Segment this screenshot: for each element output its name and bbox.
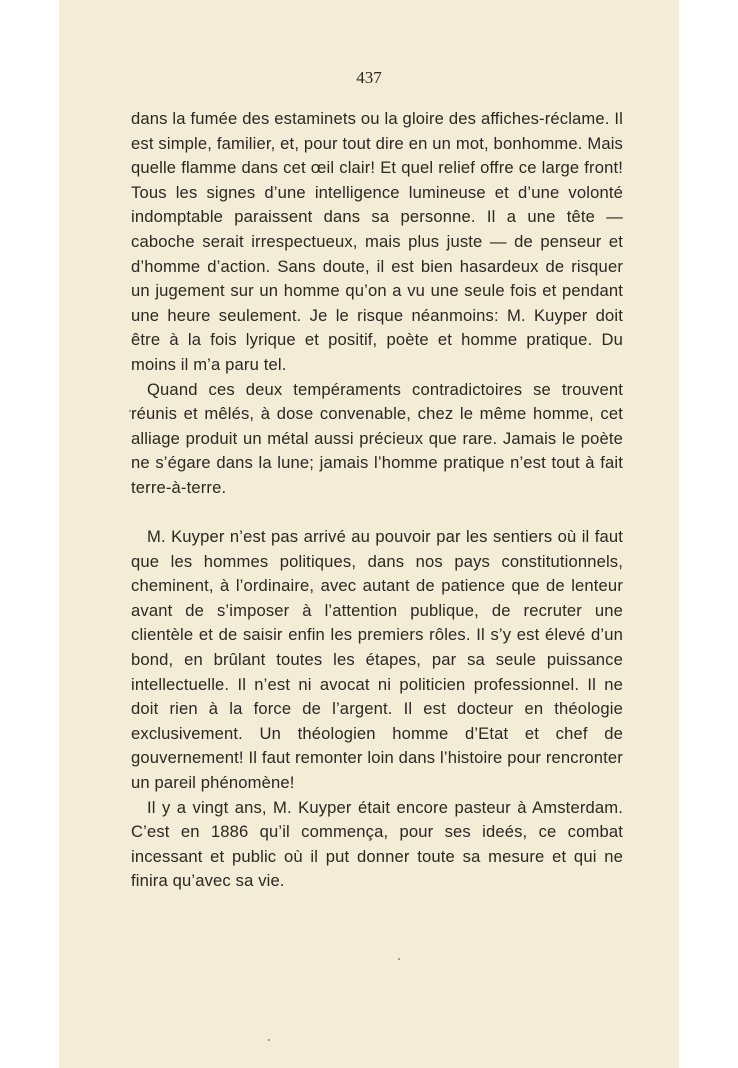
paragraph-rise-to-power: M. Kuyper n’est pas arrivé au pouvoir par les sentiers où il faut que les hommes politiques, dans nos pays constitutionnels, cheminent, à l’ordinaire, avec autant de patience que de lenteur avant de s’imposer à l’attention publique, de recruter une clientèle et de saisir enfin les premiers rôles. Il s’y est élevé d’un bond, en brûlant toutes les étapes, par sa seule puissance intellectuelle. Il n’est ni avocat ni politicien professionnel. Il ne doit rien à la force de l’argent. Il est docteur en théologie exclusivement. Un théologien homme d’Etat et chef de gouvernement! Il faut remonter loin dans l’histoire pour rencronter un pareil phénomène! (131, 527, 623, 793)
scan-speck (129, 410, 131, 412)
scanned-page (59, 0, 679, 1068)
paragraph-amsterdam: Il y a vingt ans, M. Kuyper était encore pasteur à Amsterdam. C’est en 1886 qu’il commença, pour ses ideés, ce combat incessant et public où il put donner toute sa mesure et qui ne finira qu’avec sa vie. (131, 797, 623, 891)
scan-speck (268, 1039, 270, 1041)
paragraph-continuation: dans la fumée des estaminets ou la gloire des affiches-réclame. Il est simple, familier, et, pour tout dire en un mot, bonhomme. Mais quelle flamme dans cet œil clair! Et quel relief offre ce large front! Tous les signes d’une intelligence lumineuse et d’une volonté indomptable paraissent dans sa personne. Il a une tête — caboche serait irrespectueux, mais plus juste — de penseur et d’homme d’action. Sans doute, il est bien hasardeux de risquer un jugement sur un homme qu’on a vu une seule fois et pendant une heure seulement. Je le risque néanmoins: M. Kuyper doit être à la fois lyrique et positif, poète et homme pratique. Du moins il m’a paru tel. (131, 109, 623, 374)
section-break (131, 501, 623, 526)
page-number: 437 (356, 68, 382, 87)
paragraph-temperaments: Quand ces deux tempéraments contradictoires se trouvent réunis et mêlés, à dose convenable, chez le même homme, cet alliage produit un métal aussi précieux que rare. Jamais le poète ne s’égare dans la lune; jamais l’homme pratique n’est tout à fait terre-à-terre. (131, 379, 623, 497)
scan-speck (398, 958, 400, 960)
body-text (131, 107, 623, 894)
